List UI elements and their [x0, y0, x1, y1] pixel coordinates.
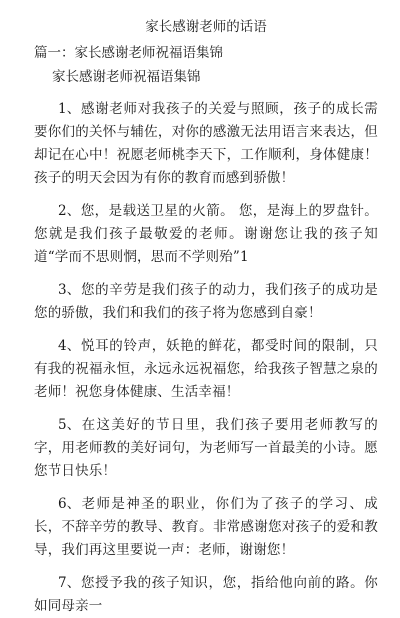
paragraph-text: 老师是神圣的职业，你们为了孩子的学习、成长，不辞辛劳的教导、教育。非常感谢您对孩子的爱和教导，我们再这里要说一声：老师，谢谢您！: [34, 496, 378, 558]
paragraph-number: 7、: [58, 575, 81, 591]
paragraph-text: 您，是载送卫星的火箭。 您，是海上的罗盘针。您就是我们孩子最敬爱的老师。谢谢您让我的孩子知道“学而不思则惘，思而不学则殆”1: [34, 203, 378, 265]
paragraph-5: [34, 414, 378, 483]
paragraph-number: 4、: [58, 338, 81, 354]
document-title: 家长感谢老师的话语: [145, 19, 267, 35]
paragraph-1: [34, 98, 378, 190]
paragraph-number: 2、: [58, 203, 81, 219]
paragraph-text: 在这美好的节日里，我们孩子要用老师教写的字，用老师教的美好词句，为老师写一首最美的小诗。愿您节日快乐！: [34, 417, 378, 479]
paragraph-number: 6、: [58, 496, 81, 512]
paragraph-number: 5、: [58, 417, 81, 433]
paragraph-text: 您授予我的孩子知识，您，指给他向前的路。你如同母亲一: [34, 575, 378, 614]
section-heading: 篇一：家长感谢老师祝福语集锦: [34, 45, 223, 61]
paragraph-7: [34, 572, 378, 618]
paragraph-text: 悦耳的铃声，妖艳的鲜花，都受时间的限制，只有我的祝福永恒，永远永远祝福您，给我孩子智慧之泉的老师！祝您身体健康、生活幸福！: [34, 338, 378, 400]
paragraph-6: [34, 493, 378, 562]
paragraph-number: 3、: [58, 282, 81, 298]
section-subheading: 家长感谢老师祝福语集锦: [52, 69, 201, 85]
paragraph-3: [34, 279, 378, 325]
paragraph-text: 您的辛劳是我们孩子的动力，我们孩子的成功是您的骄傲，我们和我们的孩子将为您感到自豪！: [34, 282, 378, 321]
paragraph-4: [34, 335, 378, 404]
paragraph-number: 1、: [58, 101, 81, 117]
paragraph-text: 感谢老师对我孩子的关爱与照顾，孩子的成长需要你们的关怀与辅佐，对你的感激无法用语言来表达，但却记在心中！祝愿老师桃李天下，工作顺利，身体健康！孩子的明天会因为有你的教育而感到骄傲！: [34, 101, 378, 186]
paragraph-2: [34, 200, 378, 269]
